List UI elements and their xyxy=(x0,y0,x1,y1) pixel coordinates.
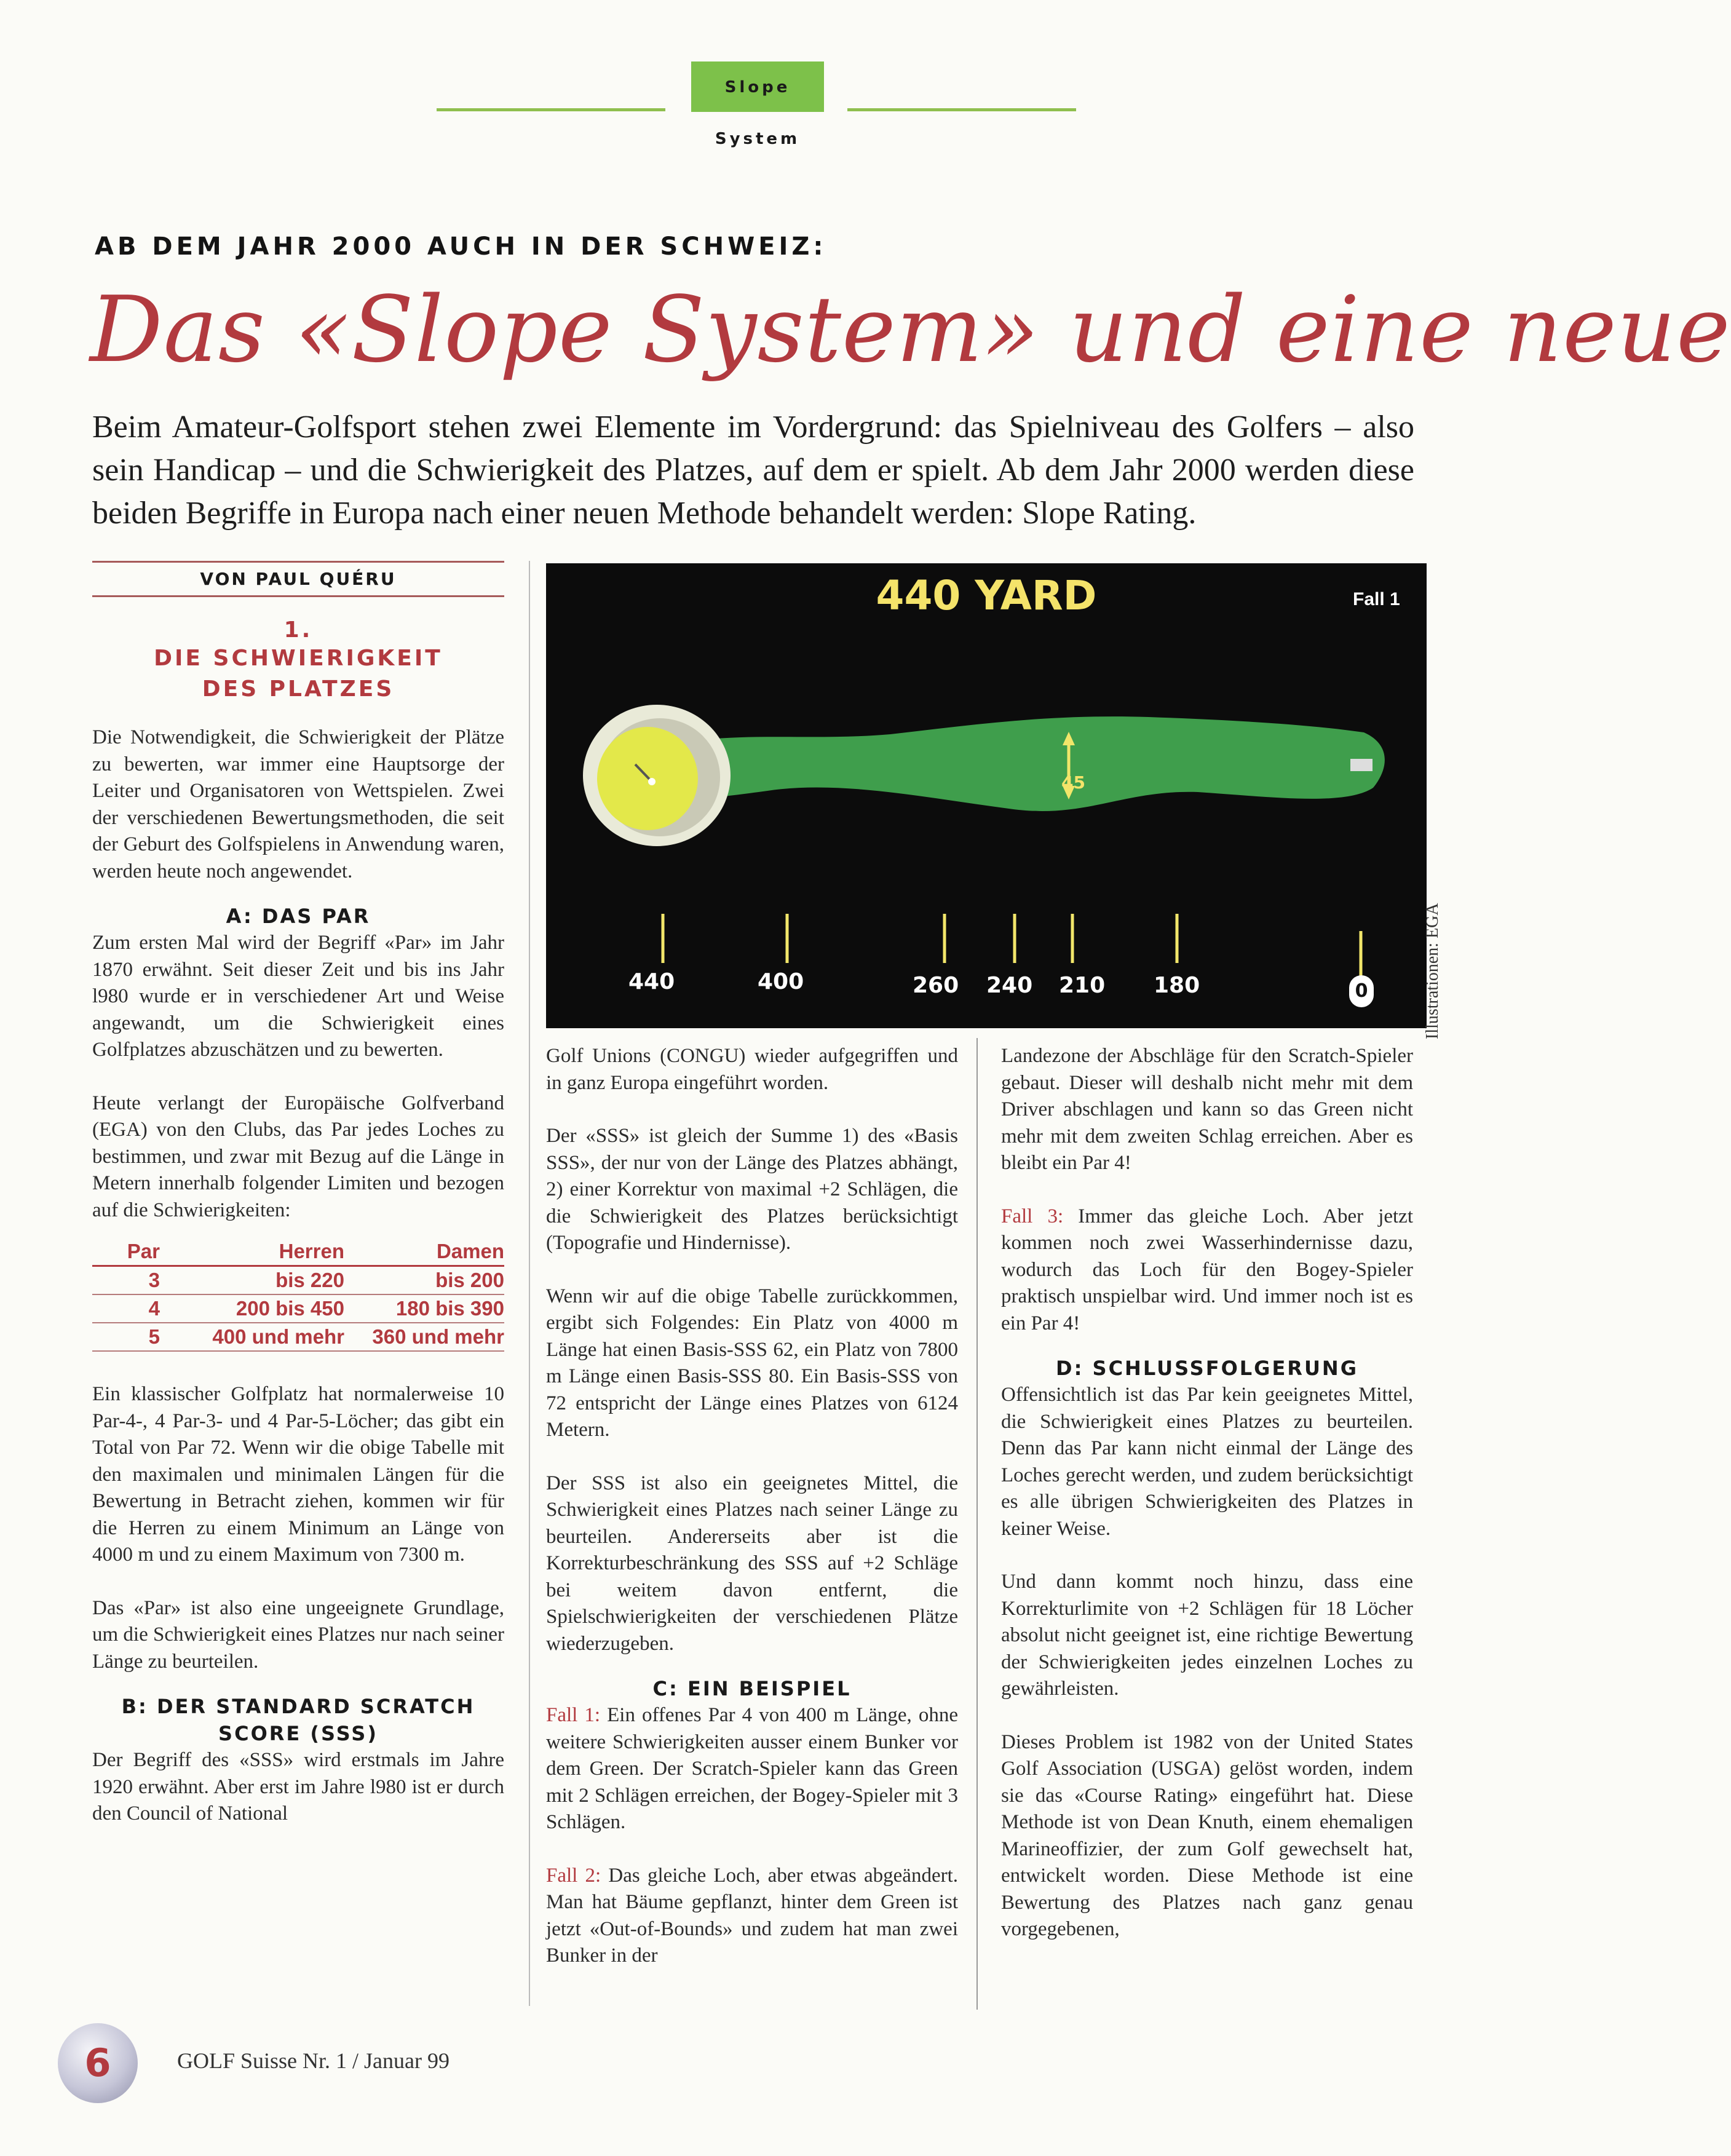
lead-paragraph: Beim Amateur-Golfsport stehen zwei Elemente im Vordergrund: das Spielniveau des Golfers – also sein Handicap – und die Schwierigkeit des Platzes, auf dem er spielt. Ab dem Jahr 2000 werden diese beiden Begriffe in Europa nach einer neuen Methode behandelt werden: Slope Rating. xyxy=(92,410,1414,531)
byline-rule-bottom xyxy=(92,595,504,597)
col1-paragraph: Das «Par» ist also eine ungeeignete Grundlage, um die Schwierigkeit eines Platzes nur nach seiner Länge zu beurteilen. xyxy=(92,1596,504,1673)
case-text: Ein offenes Par 4 von 400 m Länge, ohne weitere Schwierigkeiten ausser einem Bunker vor dem Green. Der Scratch-Spieler kann das Green mit 2 Schlägen erreichen, der Bogey-Spieler mit 3 Schlägen. xyxy=(546,1704,958,1833)
col3-paragraph: Und dann kommt noch hinzu, dass eine Korrekturlimite von +2 Schlägen für 18 Löcher absolut nicht geeignet ist, eine richtige Bewertung der Schwierigkeiten jedes einzelnen Loches zu gewährleisten. xyxy=(1001,1571,1413,1700)
table-row xyxy=(92,1266,504,1295)
table-header-row xyxy=(92,1238,504,1266)
table-cell: 3 xyxy=(92,1266,160,1295)
table-header: Par xyxy=(92,1238,160,1266)
kicker-label: Slope System xyxy=(691,61,824,112)
col1-paragraph: Heute verlangt der Europäische Golfverband (EGA) von den Clubs, das Par jedes Loches zu bestimmen, und zwar mit Bezug auf die Länge in Metern innerhalb folgender Limiten und bezogen auf die Schwierigkeiten: xyxy=(92,1092,504,1221)
subheading-schluss: D: SCHLUSSFOLGERUNG xyxy=(1056,1357,1358,1380)
col2-paragraph: Der «SSS» ist gleich der Summe 1) des «Basis SSS», der nur von der Länge des Platzes abhängt, 2) einer Korrektur von maximal +2 Schlägen, die die Schwierigkeit des Platzes berücksichtigt (Topografie und Hindernisse). xyxy=(546,1125,958,1254)
distance-marker: 400 xyxy=(758,969,804,994)
col2-paragraph: Golf Unions (CONGU) wieder aufgegriffen und in ganz Europa eingeführt worden. xyxy=(546,1045,958,1094)
table-cell: 400 und mehr xyxy=(160,1323,344,1351)
subheading-sss: B: DER STANDARD SCRATCH SCORE (SSS) xyxy=(121,1695,475,1745)
distance-marker: 210 xyxy=(1059,973,1106,998)
case-label: Fall 1: xyxy=(546,1704,601,1726)
case-text: Das gleiche Loch, aber etwas abgeändert. Man hat Bäume gepflanzt, hinter dem Green ist jetzt «Out-of-Bounds» und zudem hat man zwei Bunker in der xyxy=(546,1864,958,1967)
kicker-rule-right xyxy=(847,108,1076,111)
col3-paragraph: Dieses Problem ist 1982 von der United States Golf Association (USGA) gelöst worden, indem sie das «Course Rating» eingeführt hat. Diese Methode ist von Dean Knuth, einem ehemaligen Marineoffizier, der zum Golf gewechselt hat, entwickelt worden. Diese Methode ist eine Bewertung des Platzes nach ganz genau vorgegebenen, xyxy=(1001,1730,1413,1940)
golf-ball-icon xyxy=(58,2023,138,2103)
table-cell: 4 xyxy=(92,1294,160,1323)
col1-paragraph: Der Begriff des «SSS» wird erstmals im Jahre 1920 erwähnt. Aber erst im Jahre l980 ist er durch den Council of National xyxy=(92,1749,504,1825)
hole-cup xyxy=(648,778,656,785)
table-cell: bis 220 xyxy=(160,1266,344,1295)
case-label: Fall 2: xyxy=(546,1864,601,1887)
table-cell: 180 bis 390 xyxy=(344,1294,504,1323)
distance-marker: 260 xyxy=(913,973,959,998)
subheading-beispiel: C: EIN BEISPIEL xyxy=(652,1677,852,1700)
table-row xyxy=(92,1294,504,1323)
subheading-par: A: DAS PAR xyxy=(226,905,371,928)
illustration-credit: Illustrationen: EGA xyxy=(1423,903,1442,1039)
col1-paragraph: Zum ersten Mal wird der Begriff «Par» im Jahr 1870 erwähnt. Seit dieser Zeit und bis ins Jahr l980 wurde er in verschiedener Art und Weise angewandt, um die Schwierigkeit eines Golfplatzes abzuschätzen und zu bewerten. xyxy=(92,932,504,1061)
table-header: Damen xyxy=(344,1238,504,1266)
table-cell: bis 200 xyxy=(344,1266,504,1295)
figure-title: 440 YARD xyxy=(876,572,1097,619)
col2-paragraph: Wenn wir auf die obige Tabelle zurückkommen, ergibt sich Folgendes: Ein Platz von 4000 m Länge hat einen Basis-SSS 62, ein Platz von 7800 m Länge einen Basis-SSS 80. Ein Basis-SSS von 72 entspricht der Länge eines Platzes von 6124 Metern. xyxy=(546,1285,958,1441)
figure-case: Fall 1 xyxy=(1353,589,1400,609)
case-label: Fall 3: xyxy=(1001,1205,1064,1227)
col1-paragraph: Ein klassischer Golfplatz hat normalerweise 10 Par-4-, 4 Par-3- und 4 Par-5-Löcher; das gibt ein Total von Par 72. Wenn wir die obige Tabelle mit den maximalen und minimalen Längen für die Bewertung in Betracht ziehen, kommen wir für die Herren zu einem Minimum an Länge von 4000 m und zu einem Maximum von 7300 m. xyxy=(92,1383,504,1566)
case-text: Immer das gleiche Loch. Aber jetzt kommen noch zwei Wasserhindernisse dazu, wodurch das Loch für den Bogey-Spieler praktisch unspielbar wird. Und immer noch ist es ein Par 4! xyxy=(1001,1205,1414,1334)
hole-diagram xyxy=(546,563,1427,1028)
byline: VON PAUL QUÉRU xyxy=(200,569,397,589)
distance-marker: 180 xyxy=(1154,973,1200,998)
distance-marker: 440 xyxy=(628,969,675,994)
table-cell: 5 xyxy=(92,1323,160,1351)
table-cell: 360 und mehr xyxy=(344,1323,504,1351)
case-2-paragraph xyxy=(546,1863,958,1970)
overline: AB DEM JAHR 2000 AUCH IN DER SCHWEIZ: xyxy=(95,232,827,261)
case-3-paragraph xyxy=(1001,1203,1413,1338)
table-header: Herren xyxy=(160,1238,344,1266)
width-label: 45 xyxy=(1061,772,1085,793)
col1-paragraph: Die Notwendigkeit, die Schwierigkeit der Plätze zu bewerten, war immer eine Hauptsorge der Leiter und Organisatoren von Wettspielen. Zwei der verschiedenen Bewertungsmethoden, die seit der Geburt des Golfspielens in Anwendung waren, werden heute noch angewendet. xyxy=(92,726,504,882)
hole-diagram-svg xyxy=(546,563,1427,1028)
page-number: 6 xyxy=(84,2040,111,2085)
case-1-paragraph xyxy=(546,1702,958,1836)
column-1 xyxy=(92,724,504,1854)
column-2 xyxy=(546,1043,958,1996)
column-3 xyxy=(1001,1043,1413,1970)
headline: Das «Slope System» und eine neue xyxy=(90,277,1731,382)
footer-issue: GOLF Suisse Nr. 1 / Januar 99 xyxy=(177,2048,450,2073)
column-divider xyxy=(529,561,530,2006)
tee-marker xyxy=(1350,759,1373,771)
fairway xyxy=(651,716,1385,811)
kicker-rule-left xyxy=(437,108,665,111)
column-divider xyxy=(976,1038,978,2010)
distance-marker: 0 xyxy=(1349,975,1374,1007)
col3-paragraph: Offensichtlich ist das Par kein geeignetes Mittel, die Schwierigkeit eines Platzes zu beurteilen. Denn das Par kann nicht einmal der Länge des Loches gerecht werden, und zudem berücksichtigt es alle übrigen Schwierigkeiten des Platzes in keiner Weise. xyxy=(1001,1384,1413,1540)
table-row xyxy=(92,1323,504,1351)
col3-paragraph: Landezone der Abschläge für den Scratch-Spieler gebaut. Dieser will deshalb nicht mehr mit dem Driver abschlagen und kann so das Green nicht mehr mit dem zweiten Schlag erreichen. Aber es bleibt ein Par 4! xyxy=(1001,1045,1413,1174)
distance-marker: 240 xyxy=(986,973,1033,998)
col2-paragraph: Der SSS ist also ein geeignetes Mittel, die Schwierigkeit eines Platzes nach seiner Länge zu beurteilen. Andererseits aber ist die Korrekturbeschränkung des SSS auf +2 Schläge bei weitem davon entfernt, die Spielschwierigkeiten der verschiedenen Plätze wiederzugeben. xyxy=(546,1472,958,1655)
section-number: 1. xyxy=(283,617,313,643)
section-kicker xyxy=(437,61,1076,148)
par-table xyxy=(92,1238,504,1352)
section-title: DIE SCHWIERIGKEIT DES PLATZES xyxy=(154,646,443,702)
byline-rule-top xyxy=(92,561,504,563)
table-cell: 200 bis 450 xyxy=(160,1294,344,1323)
